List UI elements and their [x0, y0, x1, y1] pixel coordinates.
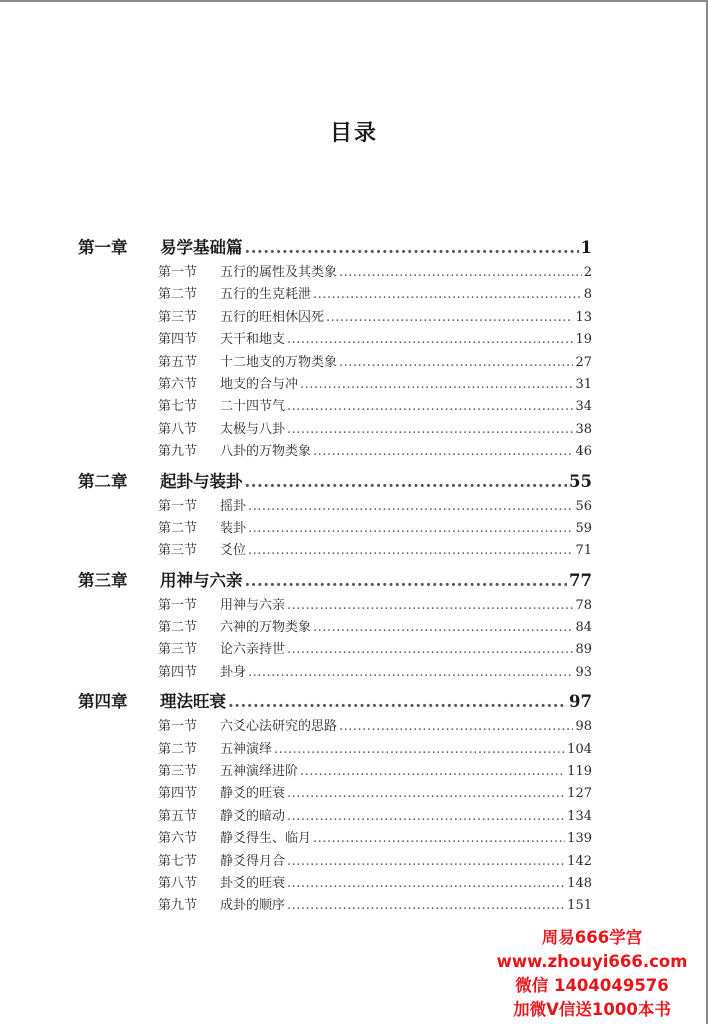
section-page-number: 2	[583, 265, 592, 280]
watermark-line: www.zhouyi666.com	[496, 952, 688, 971]
section-number: 第八节	[158, 875, 198, 891]
dot-leader	[287, 595, 573, 617]
section-entry[interactable]	[78, 716, 592, 738]
section-entry[interactable]	[78, 329, 592, 351]
section-entry[interactable]	[78, 662, 592, 684]
section-title: 摇卦	[220, 498, 247, 514]
section-title: 五神演绎	[220, 741, 273, 757]
dot-leader	[313, 617, 573, 639]
dot-leader	[287, 806, 565, 828]
section-entry[interactable]	[78, 639, 592, 661]
chapter-page-number: 97	[569, 692, 592, 712]
dot-leader	[245, 567, 568, 595]
section-title: 地支的合与冲	[220, 376, 299, 392]
section-page-number: 142	[567, 853, 592, 869]
section-title: 静爻的旺衰	[220, 786, 286, 802]
section-number: 第六节	[158, 376, 198, 392]
section-page-number: 13	[575, 309, 592, 325]
section-entry[interactable]	[78, 806, 592, 828]
chapter-title: 易学基础篇	[160, 238, 243, 257]
section-title: 成卦的顺序	[220, 898, 286, 914]
section-title: 六神的万物类象	[220, 620, 312, 636]
section-entry[interactable]	[78, 307, 592, 329]
section-page-number: 59	[575, 520, 592, 536]
section-page-number: 56	[575, 498, 592, 514]
section-page-number: 98	[575, 719, 592, 735]
chapter-page-number: 1	[580, 238, 592, 257]
chapter-entry[interactable]	[78, 567, 592, 595]
dot-leader	[300, 374, 573, 396]
section-entry[interactable]	[78, 783, 592, 805]
section-entry[interactable]	[78, 873, 592, 895]
section-number: 第三节	[158, 764, 198, 780]
chapter-number: 第四章	[78, 692, 128, 712]
dot-leader	[287, 873, 565, 895]
section-number: 第三节	[158, 642, 198, 658]
section-page-number: 127	[567, 786, 592, 802]
section-entry[interactable]	[78, 518, 592, 540]
section-page-number: 38	[575, 421, 592, 437]
section-number: 第一节	[158, 597, 198, 613]
dot-leader	[339, 262, 582, 284]
section-number: 第七节	[158, 399, 198, 415]
section-page-number: 104	[567, 741, 592, 757]
section-number: 第二节	[158, 741, 198, 757]
section-page-number: 8	[583, 287, 592, 303]
section-page-number: 139	[567, 831, 592, 847]
section-entry[interactable]	[78, 262, 592, 284]
section-title: 论六亲持世	[220, 642, 286, 658]
section-page-number: 89	[575, 642, 592, 658]
section-entry[interactable]	[78, 352, 592, 374]
chapter-number: 第一章	[78, 238, 128, 257]
section-number: 第八节	[158, 421, 198, 437]
section-number: 第一节	[158, 265, 198, 280]
section-page-number: 93	[575, 664, 592, 680]
section-number: 第五节	[158, 354, 198, 370]
section-number: 第七节	[158, 853, 198, 869]
section-page-number: 134	[567, 808, 592, 824]
dot-leader	[245, 234, 579, 262]
section-entry[interactable]	[78, 419, 592, 441]
section-page-number: 84	[575, 620, 592, 636]
section-title: 太极与八卦	[220, 421, 286, 437]
chapter-entry[interactable]	[78, 234, 592, 262]
dot-leader	[287, 639, 573, 661]
dot-leader	[248, 540, 573, 562]
section-number: 第六节	[158, 831, 198, 847]
section-entry[interactable]	[78, 496, 592, 518]
table-of-contents	[78, 234, 592, 918]
section-entry[interactable]	[78, 617, 592, 639]
dot-leader	[245, 468, 568, 496]
section-title: 天干和地支	[220, 332, 286, 348]
section-entry[interactable]	[78, 761, 592, 783]
dot-leader	[287, 329, 573, 351]
dot-leader	[339, 716, 573, 738]
dot-leader	[248, 496, 573, 518]
dot-leader	[300, 761, 565, 783]
chapter-title: 理法旺衰	[160, 692, 226, 712]
chapter-page-number: 77	[569, 570, 592, 590]
section-title: 十二地支的万物类象	[220, 354, 338, 370]
section-page-number: 151	[567, 898, 592, 914]
section-number: 第二节	[158, 620, 198, 636]
section-title: 五行的生克耗泄	[220, 287, 312, 303]
dot-leader	[274, 739, 565, 761]
section-number: 第二节	[158, 520, 198, 536]
section-entry[interactable]	[78, 284, 592, 306]
section-page-number: 46	[575, 444, 592, 460]
section-page-number: 19	[575, 332, 592, 348]
section-number: 第九节	[158, 444, 198, 460]
section-page-number: 34	[575, 399, 592, 415]
dot-leader	[287, 419, 573, 441]
page-title: 目录	[329, 120, 378, 146]
section-number: 第二节	[158, 287, 198, 303]
section-page-number: 71	[575, 543, 592, 559]
section-page-number: 27	[575, 354, 592, 370]
chapter-number: 第三章	[78, 570, 128, 590]
section-number: 第四节	[158, 332, 198, 348]
section-title: 爻位	[220, 543, 247, 559]
section-entry[interactable]	[78, 396, 592, 418]
section-title: 六爻心法研究的思路	[220, 719, 338, 735]
section-number: 第九节	[158, 898, 198, 914]
section-page-number: 119	[567, 764, 592, 780]
section-number: 第一节	[158, 498, 198, 514]
dot-leader	[313, 284, 582, 306]
section-page-number: 31	[575, 376, 592, 392]
dot-leader	[313, 441, 573, 463]
section-entry[interactable]	[78, 895, 592, 917]
chapter-title: 起卦与装卦	[160, 471, 243, 491]
section-entry[interactable]	[78, 540, 592, 562]
section-title: 二十四节气	[220, 399, 286, 415]
chapter-page-number: 55	[569, 471, 592, 491]
section-page-number: 148	[567, 875, 592, 891]
section-title: 卦身	[220, 664, 247, 680]
section-page-number: 78	[575, 597, 592, 613]
section-number: 第四节	[158, 786, 198, 802]
dot-leader	[248, 518, 573, 540]
section-number: 第一节	[158, 719, 198, 735]
section-entry[interactable]	[78, 595, 592, 617]
dot-leader	[287, 851, 565, 873]
dot-leader	[287, 783, 565, 805]
section-entry[interactable]	[78, 739, 592, 761]
dot-leader	[228, 688, 567, 716]
chapter-entry[interactable]	[78, 688, 592, 716]
dot-leader	[248, 662, 573, 684]
watermark	[492, 926, 692, 1022]
section-number: 第三节	[158, 543, 198, 559]
section-number: 第四节	[158, 664, 198, 680]
section-title: 静爻得月合	[220, 853, 286, 869]
section-title: 卦爻的旺衰	[220, 875, 286, 891]
section-number: 第三节	[158, 309, 198, 325]
dot-leader	[287, 396, 573, 418]
watermark-line: 周易666学宫	[541, 928, 643, 947]
dot-leader	[326, 307, 573, 329]
chapter-entry[interactable]	[78, 468, 592, 496]
watermark-line: 加微V信送1000本书	[513, 1000, 671, 1019]
dot-leader	[287, 895, 565, 917]
dot-leader	[313, 828, 565, 850]
page-border-top	[0, 0, 708, 2]
section-title: 静爻得生、临月	[220, 831, 312, 847]
section-title: 装卦	[220, 520, 247, 536]
section-title: 五神演绎进阶	[220, 764, 299, 780]
watermark-line: 微信 1404049576	[515, 976, 669, 995]
section-entry[interactable]	[78, 828, 592, 850]
section-number: 第五节	[158, 808, 198, 824]
section-entry[interactable]	[78, 441, 592, 463]
section-title: 八卦的万物类象	[220, 444, 312, 460]
section-title: 静爻的暗动	[220, 808, 286, 824]
dot-leader	[339, 352, 573, 374]
section-title: 五行的旺相休囚死	[220, 309, 325, 325]
section-entry[interactable]	[78, 851, 592, 873]
section-title: 用神与六亲	[220, 597, 286, 613]
chapter-number: 第二章	[78, 471, 128, 491]
chapter-title: 用神与六亲	[160, 570, 243, 590]
section-title: 五行的属性及其类象	[220, 265, 338, 280]
section-entry[interactable]	[78, 374, 592, 396]
